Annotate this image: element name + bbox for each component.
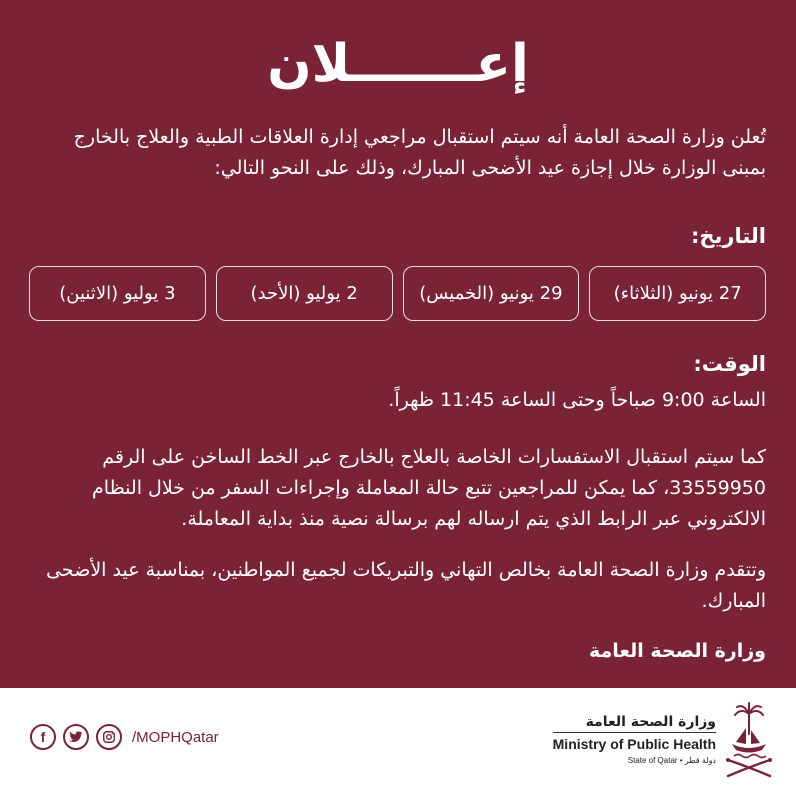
time-text: الساعة 9:00 صباحاً وحتى الساعة 11:45 ظهراً. xyxy=(388,389,766,411)
signature: وزارة الصحة العامة xyxy=(588,640,766,662)
greeting-paragraph: وتتقدم وزارة الصحة العامة بخالص التهاني والتبريكات لجميع المواطنين، بمناسبة عيد الأضحى المبارك. xyxy=(46,559,766,612)
twitter-bird-shape xyxy=(69,731,83,743)
date-box-3: 2 يوليو (الأحد) xyxy=(216,266,393,321)
twitter-icon[interactable] xyxy=(63,724,89,750)
hotline-paragraph: كما سيتم استقبال الاستفسارات الخاصة بالعلاج بالخارج عبر الخط الساخن على الرقم 33559950، كما يمكن للمراجعين تتبع حالة المعاملة وإجراءات السفر من خلال النظام الالكتروني عبر الرابط الذي يتم ارساله لهم برسالة نصية منذ بداية المعاملة. xyxy=(92,446,766,530)
brand-state: State of Qatar • دولة قطر xyxy=(627,755,716,765)
ministry-brand xyxy=(553,700,774,778)
footer xyxy=(0,688,796,789)
instagram-icon[interactable] xyxy=(96,724,122,750)
qatar-emblem-icon xyxy=(724,700,774,778)
time-heading: الوقت: xyxy=(693,352,766,376)
brand-text xyxy=(553,714,716,765)
brand-english-name: Ministry of Public Health xyxy=(552,735,716,752)
social-handle[interactable]: /MOPHQatar xyxy=(132,728,219,746)
date-box-4: 3 يوليو (الاثنين) xyxy=(29,266,206,321)
date-box-1: 27 يونيو (الثلاثاء) xyxy=(589,266,766,321)
brand-arabic-name: وزارة الصحة العامة xyxy=(553,714,716,733)
date-box-2: 29 يونيو (الخميس) xyxy=(403,266,580,321)
intro-paragraph: تُعلن وزارة الصحة العامة أنه سيتم استقبال مراجعي إدارة العلاقات الطبية والعلاج بالخارج بمبنى الوزارة خلال إجازة عيد الأضحى المبارك، وذلك على النحو التالي: xyxy=(73,126,766,179)
facebook-icon[interactable]: f xyxy=(30,724,56,750)
date-heading: التاريخ: xyxy=(690,224,766,248)
instagram-camera-shape xyxy=(102,730,116,744)
dates-row xyxy=(29,266,766,321)
page-title: إعـــــــلان xyxy=(267,34,529,94)
social-links xyxy=(30,724,219,750)
